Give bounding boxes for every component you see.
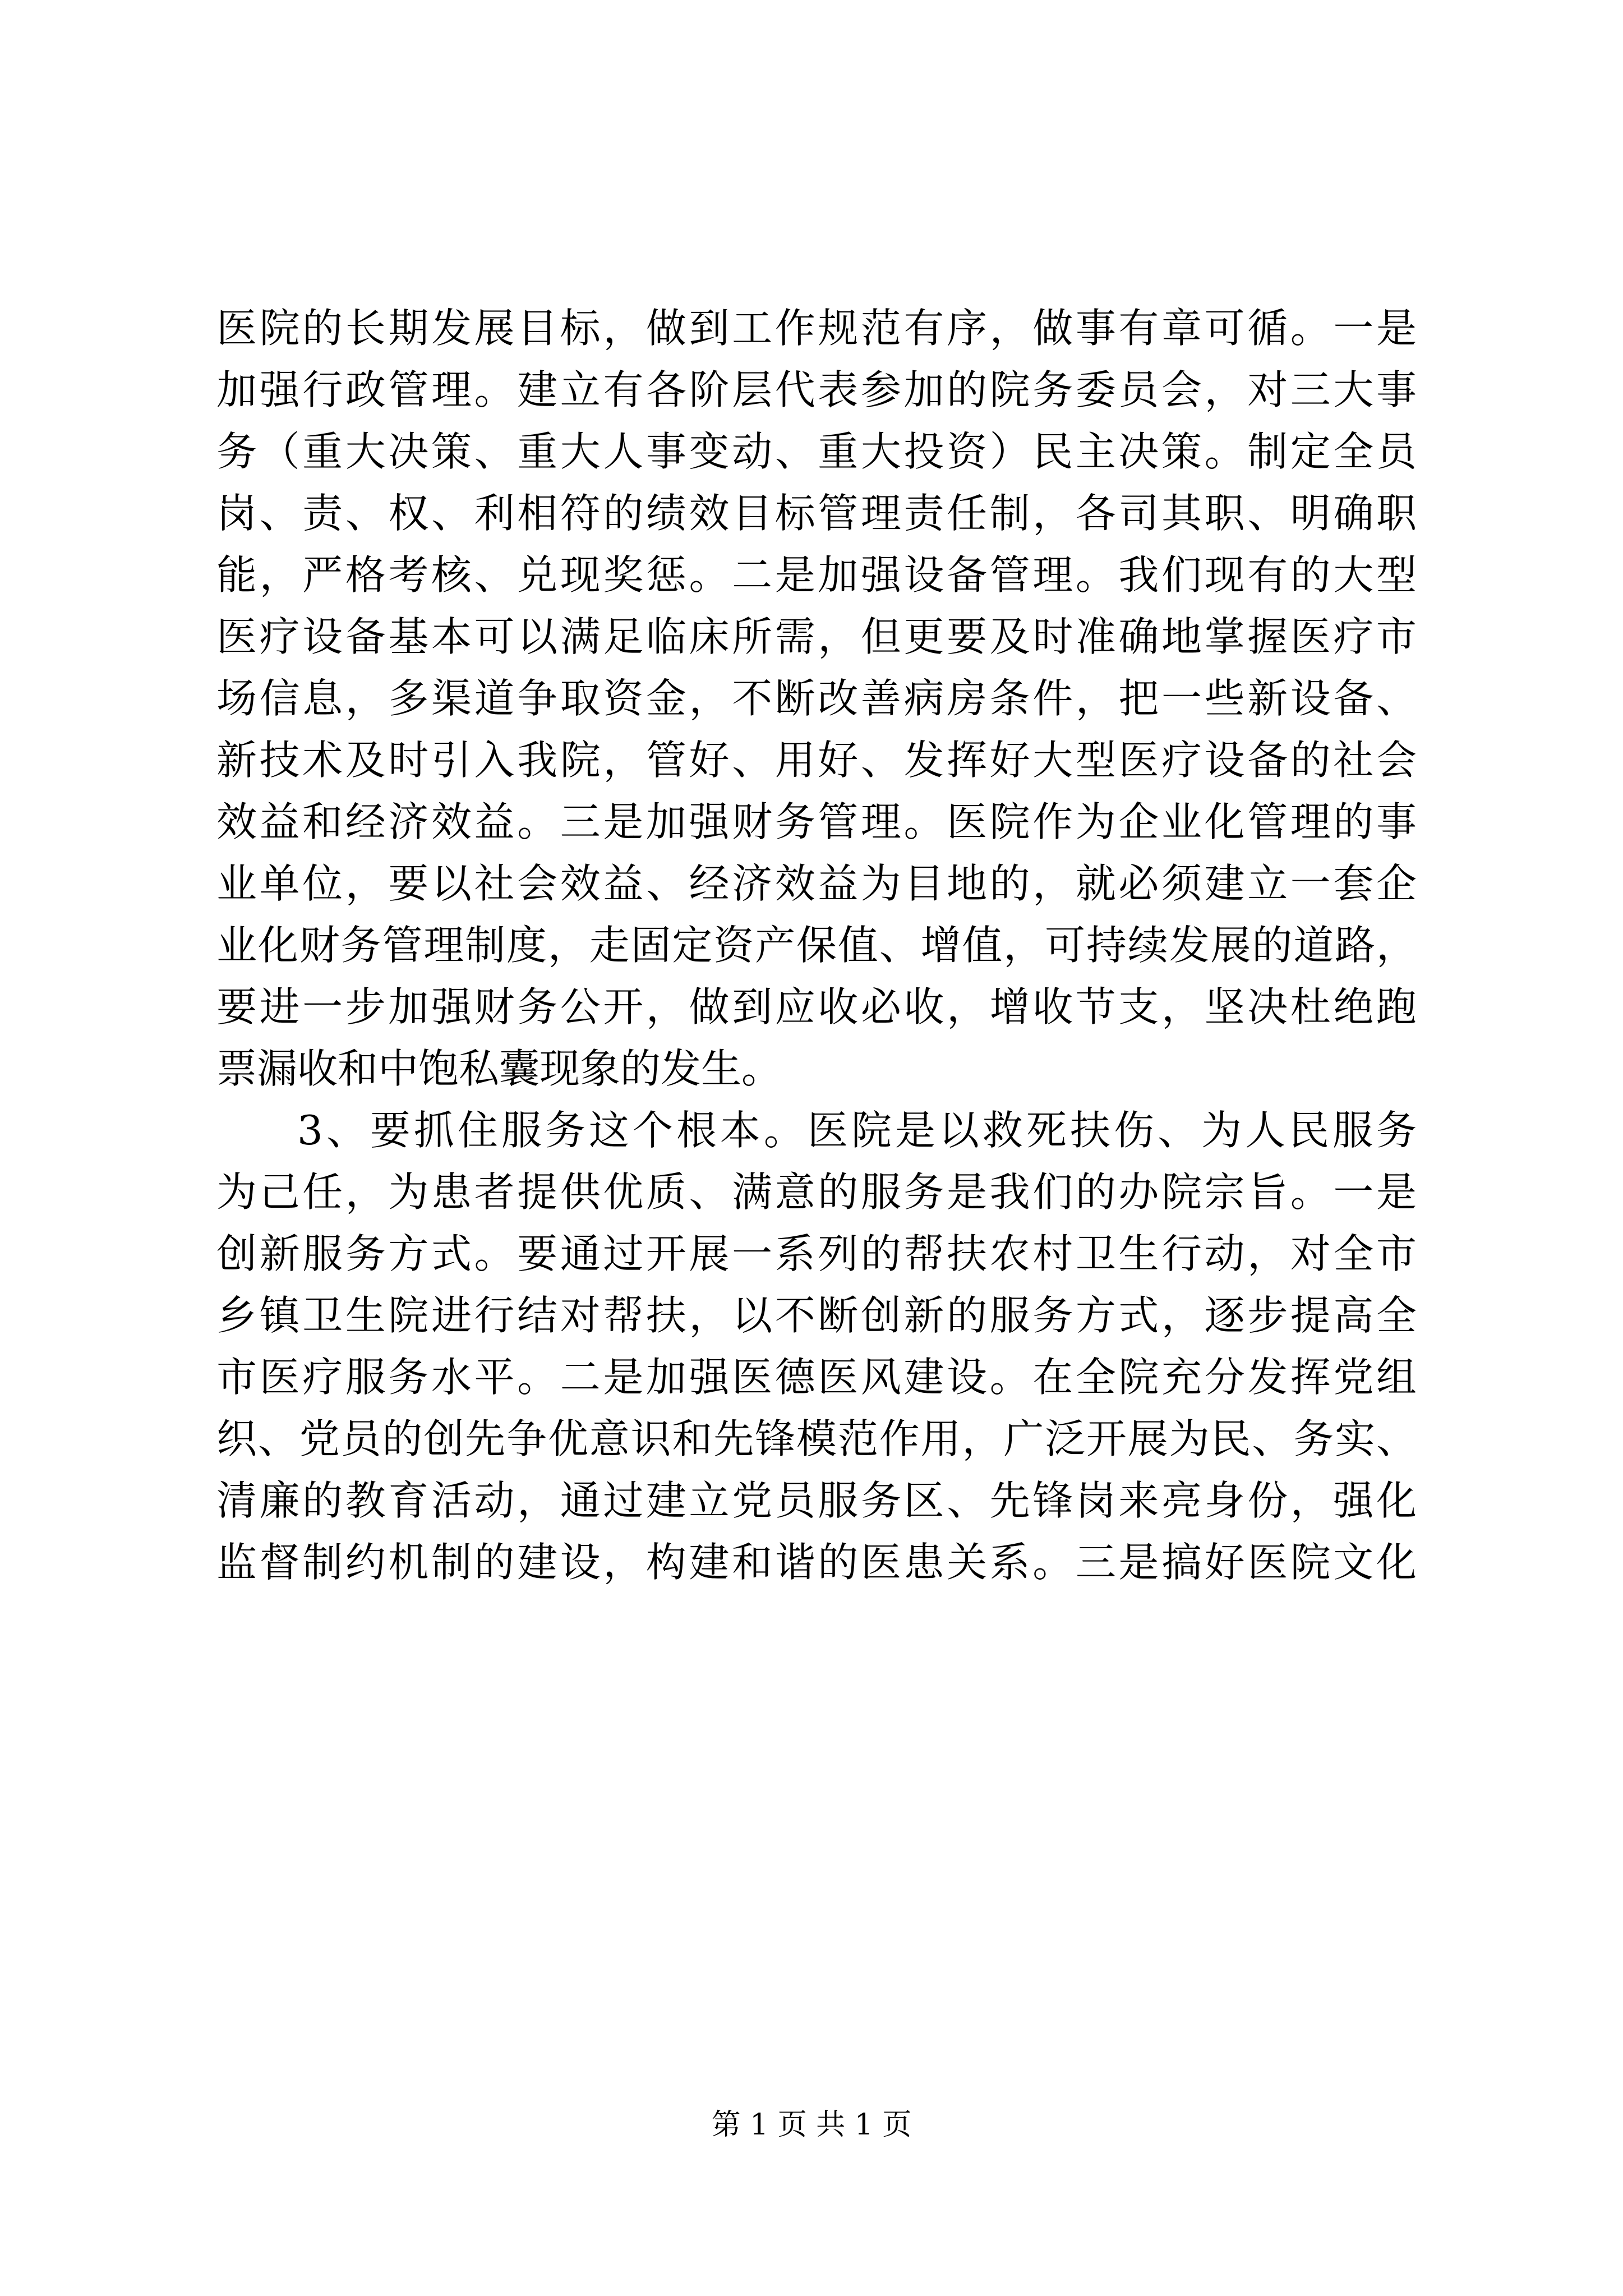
document-body (216, 297, 1417, 1593)
text-line-6: 医疗设备基本可以满足临床所需，但更要及时准确地掌握医疗市 (216, 613, 1417, 660)
text-line-20: 清廉的教育活动，通过建立党员服务区、先锋岗来亮身份，强化 (216, 1477, 1417, 1524)
text-line-1: 医院的长期发展目标，做到工作规范有序，做事有章可循。一是 (216, 305, 1417, 352)
text-line-16: 创新服务方式。要通过开展一系列的帮扶农村卫生行动，对全市 (216, 1230, 1417, 1277)
text-line-4: 岗、责、权、利相符的绩效目标管理责任制，各司其职、明确职 (216, 490, 1417, 537)
text-line-19: 织、党员的创先争优意识和先锋模范作用，广泛开展为民、务实、 (216, 1415, 1417, 1462)
text-line-17: 乡镇卫生院进行结对帮扶，以不断创新的服务方式，逐步提高全 (216, 1292, 1417, 1339)
text-line-18: 市医疗服务水平。二是加强医德医风建设。在全院充分发挥党组 (216, 1354, 1417, 1401)
text-line-2: 加强行政管理。建立有各阶层代表参加的院务委员会，对三大事 (216, 366, 1417, 413)
text-line-11: 业化财务管理制度，走固定资产保值、增值，可持续发展的道路， (216, 922, 1417, 969)
text-line-7: 场信息，多渠道争取资金，不断改善病房条件，把一些新设备、 (216, 675, 1417, 722)
text-line-15: 为己任，为患者提供优质、满意的服务是我们的办院宗旨。一是 (216, 1168, 1417, 1216)
text-line-8: 新技术及时引入我院，管好、用好、发挥好大型医疗设备的社会 (216, 737, 1417, 784)
text-line-9: 效益和经济效益。三是加强财务管理。医院作为企业化管理的事 (216, 798, 1417, 845)
text-line-21: 监督制约机制的建设，构建和谐的医患关系。三是搞好医院文化 (216, 1539, 1417, 1586)
text-line-13: 票漏收和中饱私囊现象的发生。 (216, 1045, 782, 1092)
text-line-12: 要进一步加强财务公开，做到应收必收，增收节支，坚决杜绝跑 (216, 983, 1417, 1030)
text-line-3: 务（重大决策、重大人事变动、重大投资）民主决策。制定全员 (216, 428, 1417, 475)
page-number-footer: 第 1 页 共 1 页 (711, 2108, 912, 2142)
text-line-10: 业单位，要以社会效益、经济效益为目地的，就必须建立一套企 (216, 860, 1417, 907)
text-line-14: 3、要抓住服务这个根本。医院是以救死扶伤、为人民服务 (297, 1107, 1417, 1154)
text-line-5: 能，严格考核、兑现奖惩。二是加强设备管理。我们现有的大型 (216, 551, 1417, 599)
